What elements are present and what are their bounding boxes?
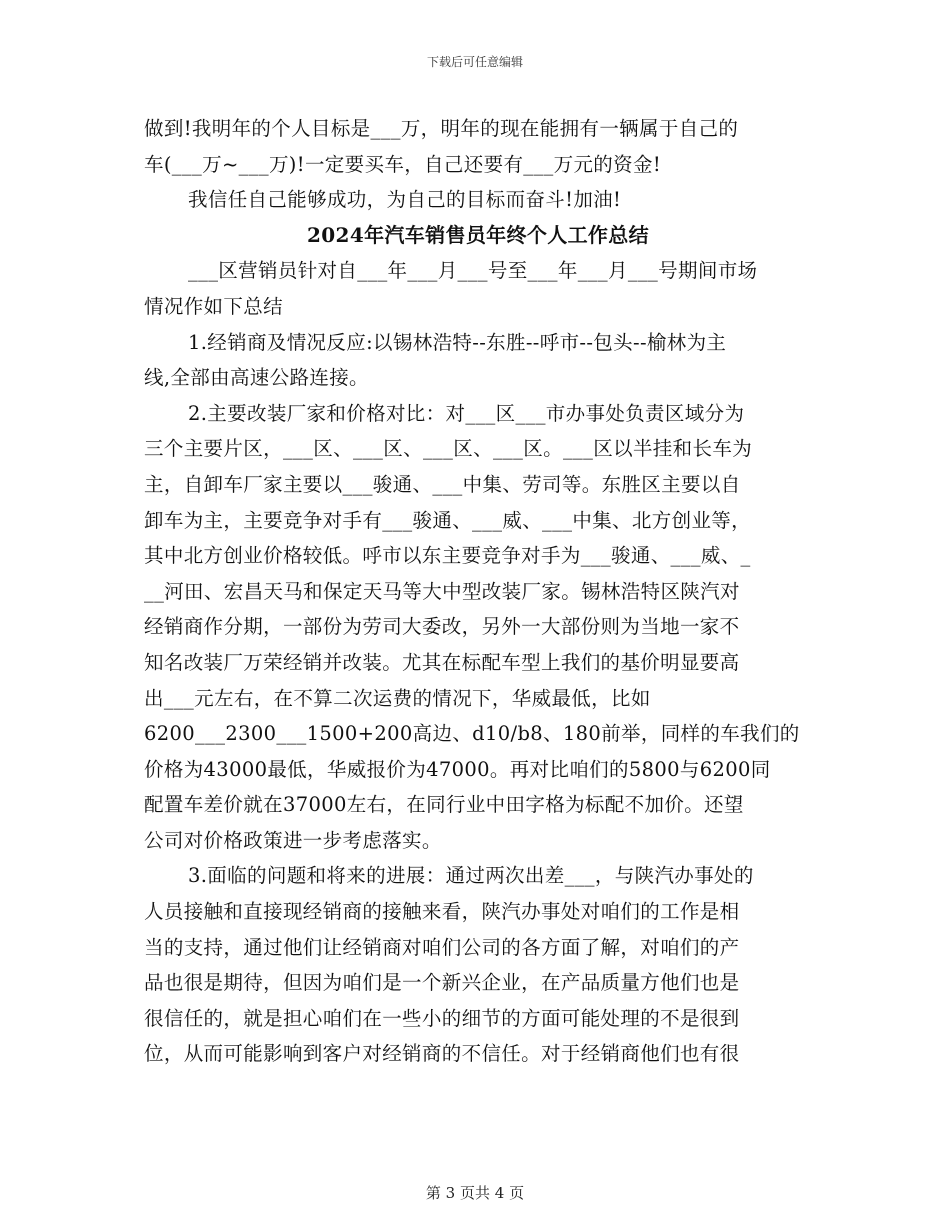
text-line: 很信任的，就是担心咱们在一些小的细节的方面可能处理的不是很到 bbox=[144, 1006, 740, 1030]
text-line: 6200___2300___1500+200高边、d10/b8、180前举，同样的车我们的 bbox=[144, 722, 800, 746]
text-line: __河田、宏昌天马和保定天马等大中型改装厂家。锡林浩特区陕汽对 bbox=[144, 579, 740, 603]
text-line: 做到!我明年的个人目标是___万，明年的现在能拥有一辆属于自己的 bbox=[144, 117, 739, 140]
page-footer: 第 3 页共 4 页 bbox=[425, 1184, 525, 1202]
text-line: 经销商作分期，一部份为劳司大委改，另外一大部份则为当地一家不 bbox=[144, 615, 740, 639]
text-line: 1.经销商及情况反应:以锡林浩特--东胜--呼市--包头--榆林为主 bbox=[188, 330, 727, 354]
text-line: 出___元左右，在不算二次运费的情况下，华威最低，比如 bbox=[144, 686, 651, 710]
text-line: 配置车差价就在37000左右，在同行业中田字格为标配不加价。还望 bbox=[144, 793, 744, 817]
text-line: 公司对价格政策进一步考虑落实。 bbox=[144, 828, 442, 852]
text-line: 三个主要片区，___区、___区、___区、___区。___区以半挂和长车为 bbox=[144, 437, 753, 461]
text-line: ___区营销员针对自___年___月___号至___年___月___号期间市场 bbox=[188, 259, 758, 283]
text-line: 线,全部由高速公路连接。 bbox=[144, 366, 369, 390]
text-line: 我信任自己能够成功，为自己的目标而奋斗!加油! bbox=[188, 188, 622, 212]
text-line: 3.面临的问题和将来的进展：通过两次出差___，与陕汽办事处的 bbox=[188, 864, 754, 888]
text-line: 价格为43000最低，华威报价为47000。再对比咱们的5800与6200同 bbox=[144, 757, 771, 781]
text-line: 当的支持，通过他们让经销商对咱们公司的各方面了解，对咱们的产 bbox=[144, 935, 740, 959]
text-line: 2.主要改装厂家和价格对比：对___区___市办事处负责区域分为 bbox=[188, 401, 745, 425]
text-line: 卸车为主，主要竞争对手有___骏通、___威、___中集、北方创业等， bbox=[144, 508, 752, 532]
section-title: 2024年汽车销售员年终个人工作总结 bbox=[307, 222, 649, 247]
text-line: 品也很是期待，但因为咱们是一个新兴企业，在产品质量方他们也是 bbox=[144, 971, 740, 995]
page-header: 下载后可任意编辑 bbox=[426, 55, 523, 69]
document-body bbox=[144, 111, 812, 1072]
text-line: 情况作如下总结 bbox=[144, 294, 283, 318]
text-line: 位，从而可能影响到客户对经销商的不信任。对于经销商他们也有很 bbox=[144, 1042, 740, 1066]
text-line: 车(___万~___万)!一定要买车，自己还要有___万元的资金! bbox=[144, 152, 662, 176]
text-line: 其中北方创业价格较低。呼市以东主要竞争对手为___骏通、___威、_ bbox=[144, 544, 751, 568]
text-line: 人员接触和直接现经销商的接触来看，陕汽办事处对咱们的工作是相 bbox=[144, 900, 740, 924]
text-line: 主，自卸车厂家主要以___骏通、___中集、劳司等。东胜区主要以自 bbox=[144, 472, 741, 496]
text-line: 知名改装厂万荣经销并改装。尤其在标配车型上我们的基价明显要高 bbox=[144, 650, 740, 674]
